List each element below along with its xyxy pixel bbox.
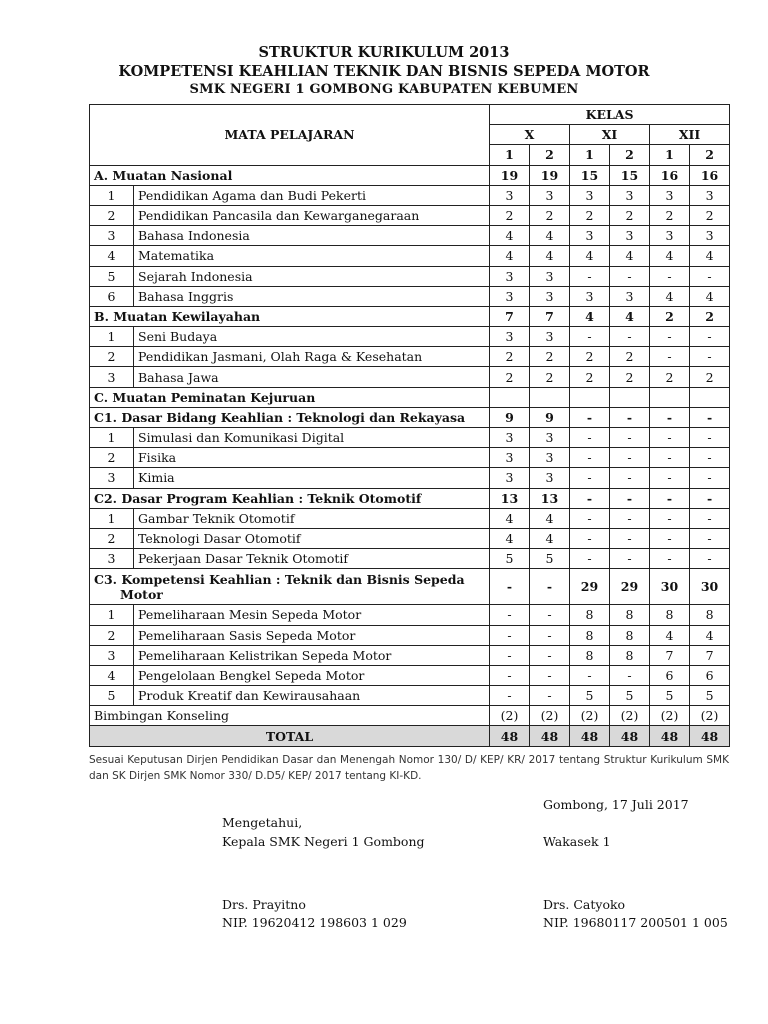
subject-row	[90, 468, 730, 488]
subject-row	[90, 286, 730, 306]
right-signer-name: Drs. Catyoko	[543, 897, 626, 912]
value-cell: -	[610, 448, 650, 468]
value-cell: -	[570, 448, 610, 468]
row-number: 1	[90, 428, 134, 448]
value-cell: -	[610, 327, 650, 347]
value-cell: 5	[610, 686, 650, 706]
header-mata-pelajaran: MATA PELAJARAN	[90, 105, 490, 166]
subject-row	[90, 205, 730, 225]
total-row	[90, 726, 730, 746]
value-cell: 4	[570, 306, 610, 326]
value-cell: 4	[690, 625, 730, 645]
value-cell: -	[690, 508, 730, 528]
value-cell: 2	[570, 367, 610, 387]
value-cell: -	[570, 488, 610, 508]
value-cell: 48	[530, 726, 570, 746]
row-number: 4	[90, 246, 134, 266]
value-cell: -	[490, 569, 530, 605]
subject-row	[90, 327, 730, 347]
left-title-2: Kepala SMK Negeri 1 Gombong	[222, 834, 425, 849]
value-cell: (2)	[650, 706, 690, 726]
subject-row	[90, 226, 730, 246]
value-cell: -	[570, 407, 610, 427]
value-cell: 8	[570, 605, 610, 625]
subject-name: Kimia	[134, 468, 490, 488]
header-semester: 1	[650, 145, 690, 165]
value-cell: 3	[490, 185, 530, 205]
subject-row	[90, 605, 730, 625]
value-cell: 2	[690, 306, 730, 326]
value-cell: 8	[570, 645, 610, 665]
document-title: STRUKTUR KURIKULUM 2013	[258, 44, 510, 61]
value-cell: 2	[610, 347, 650, 367]
subject-name: Seni Budaya	[134, 327, 490, 347]
value-cell: -	[690, 549, 730, 569]
value-cell: 2	[490, 347, 530, 367]
value-cell: 3	[490, 266, 530, 286]
subject-name: Pengelolaan Bengkel Sepeda Motor	[134, 665, 490, 685]
subject-row	[90, 665, 730, 685]
row-number: 6	[90, 286, 134, 306]
header-grade-xii: XII	[650, 125, 730, 145]
value-cell: -	[490, 686, 530, 706]
value-cell: 5	[690, 686, 730, 706]
value-cell: -	[610, 508, 650, 528]
value-cell: -	[650, 407, 690, 427]
value-cell: -	[690, 347, 730, 367]
value-cell: 7	[690, 645, 730, 665]
value-cell: 5	[490, 549, 530, 569]
value-cell: -	[610, 266, 650, 286]
value-cell: 15	[610, 165, 650, 185]
row-number: 1	[90, 185, 134, 205]
value-cell: 4	[690, 246, 730, 266]
value-cell: -	[570, 508, 610, 528]
subject-row	[90, 549, 730, 569]
document-subtitle: KOMPETENSI KEAHLIAN TEKNIK DAN BISNIS SEPEDA MOTOR	[118, 63, 650, 80]
value-cell: 30	[650, 569, 690, 605]
value-cell: -	[530, 686, 570, 706]
value-cell: 15	[570, 165, 610, 185]
value-cell: -	[650, 448, 690, 468]
value-cell: -	[570, 327, 610, 347]
subject-name: Pemeliharaan Kelistrikan Sepeda Motor	[134, 645, 490, 665]
value-cell: 2	[530, 367, 570, 387]
subject-name: Pekerjaan Dasar Teknik Otomotif	[134, 549, 490, 569]
subject-row	[90, 686, 730, 706]
value-cell: 3	[530, 327, 570, 347]
right-title: Wakasek 1	[543, 834, 611, 849]
header-kelas: KELAS	[490, 105, 730, 125]
value-cell: 4	[650, 625, 690, 645]
section-label-line: Motor	[120, 586, 163, 602]
value-cell: -	[490, 605, 530, 625]
value-cell: 13	[530, 488, 570, 508]
value-cell: 3	[530, 286, 570, 306]
empty-cell	[490, 387, 530, 407]
value-cell: 4	[530, 528, 570, 548]
subject-name: Matematika	[134, 246, 490, 266]
subject-row	[90, 645, 730, 665]
value-cell: -	[650, 327, 690, 347]
value-cell: 2	[690, 205, 730, 225]
value-cell: 3	[610, 185, 650, 205]
right-signer-nip: NIP. 19680117 200501 1 005	[543, 915, 728, 930]
row-number: 2	[90, 448, 134, 468]
value-cell: 2	[570, 347, 610, 367]
value-cell: 48	[690, 726, 730, 746]
value-cell: 4	[530, 508, 570, 528]
place-date: Gombong, 17 Juli 2017	[543, 797, 689, 812]
value-cell: -	[650, 508, 690, 528]
value-cell: -	[690, 327, 730, 347]
value-cell: 3	[490, 448, 530, 468]
value-cell: -	[610, 468, 650, 488]
header-semester: 2	[610, 145, 650, 165]
value-cell: 3	[490, 286, 530, 306]
value-cell: (2)	[610, 706, 650, 726]
value-cell: 3	[610, 226, 650, 246]
section-label: C1. Dasar Bidang Keahlian : Teknologi dan Rekayasa	[90, 407, 490, 427]
value-cell: 3	[610, 286, 650, 306]
value-cell: 4	[490, 226, 530, 246]
subject-name: Sejarah Indonesia	[134, 266, 490, 286]
value-cell: 3	[490, 428, 530, 448]
value-cell: -	[610, 488, 650, 508]
value-cell: 5	[650, 686, 690, 706]
value-cell: 4	[610, 246, 650, 266]
empty-cell	[690, 387, 730, 407]
value-cell: 19	[530, 165, 570, 185]
row-number: 3	[90, 549, 134, 569]
value-cell: 7	[530, 306, 570, 326]
value-cell: 2	[530, 205, 570, 225]
header-semester: 2	[690, 145, 730, 165]
value-cell: 4	[690, 286, 730, 306]
value-cell: -	[650, 549, 690, 569]
value-cell: -	[650, 488, 690, 508]
bimbingan-row	[90, 706, 730, 726]
value-cell: -	[650, 528, 690, 548]
value-cell: (2)	[690, 706, 730, 726]
section-label-line: C3. Kompetensi Keahlian : Teknik dan Bisnis Sepeda	[94, 571, 465, 587]
bimbingan-label: Bimbingan Konseling	[90, 706, 490, 726]
section-row	[90, 306, 730, 326]
subject-name: Bahasa Indonesia	[134, 226, 490, 246]
value-cell: 3	[530, 448, 570, 468]
value-cell: -	[530, 645, 570, 665]
value-cell: 4	[570, 246, 610, 266]
value-cell: 8	[690, 605, 730, 625]
section-row	[90, 407, 730, 427]
value-cell: 3	[650, 226, 690, 246]
value-cell: 48	[610, 726, 650, 746]
subject-row	[90, 266, 730, 286]
value-cell: 2	[530, 347, 570, 367]
row-number: 2	[90, 347, 134, 367]
left-title-1: Mengetahui,	[222, 815, 303, 830]
value-cell: -	[650, 266, 690, 286]
value-cell: 9	[490, 407, 530, 427]
value-cell: -	[530, 625, 570, 645]
row-number: 1	[90, 605, 134, 625]
subject-row	[90, 185, 730, 205]
value-cell: 2	[610, 205, 650, 225]
subject-row	[90, 528, 730, 548]
value-cell: 8	[570, 625, 610, 645]
row-number: 3	[90, 367, 134, 387]
value-cell: 8	[610, 645, 650, 665]
value-cell: 7	[490, 306, 530, 326]
value-cell: -	[610, 549, 650, 569]
row-number: 2	[90, 528, 134, 548]
row-number: 3	[90, 468, 134, 488]
section-label	[90, 569, 490, 605]
value-cell: 3	[570, 286, 610, 306]
value-cell: 2	[650, 367, 690, 387]
row-number: 1	[90, 508, 134, 528]
value-cell: -	[690, 407, 730, 427]
header-semester: 1	[570, 145, 610, 165]
value-cell: 4	[530, 246, 570, 266]
value-cell: -	[490, 625, 530, 645]
row-number: 3	[90, 226, 134, 246]
value-cell: 13	[490, 488, 530, 508]
value-cell: -	[690, 428, 730, 448]
value-cell: 3	[650, 185, 690, 205]
value-cell: -	[690, 528, 730, 548]
subject-row	[90, 347, 730, 367]
value-cell: 3	[570, 226, 610, 246]
empty-cell	[570, 387, 610, 407]
value-cell: 2	[690, 367, 730, 387]
subject-name: Bahasa Inggris	[134, 286, 490, 306]
value-cell: 48	[570, 726, 610, 746]
value-cell: -	[570, 468, 610, 488]
value-cell: 3	[570, 185, 610, 205]
value-cell: -	[650, 428, 690, 448]
subject-row	[90, 367, 730, 387]
left-signer-nip: NIP. 19620412 198603 1 029	[222, 915, 407, 930]
value-cell: -	[690, 266, 730, 286]
value-cell: 5	[570, 686, 610, 706]
value-cell: -	[490, 645, 530, 665]
subject-name: Pemeliharaan Sasis Sepeda Motor	[134, 625, 490, 645]
row-number: 5	[90, 266, 134, 286]
subject-name: Fisika	[134, 448, 490, 468]
section-label: B. Muatan Kewilayahan	[90, 306, 490, 326]
section-label: A. Muatan Nasional	[90, 165, 490, 185]
value-cell: 4	[650, 246, 690, 266]
value-cell: 8	[610, 605, 650, 625]
value-cell: 2	[490, 367, 530, 387]
regulation-note: Sesuai Keputusan Dirjen Pendidikan Dasar dan Menengah Nomor 130/ D/ KEP/ KR/ 2017 tentang Struktur Kurikulum SMK dan SK Dirjen SMK Nomor 330/ D.D5/ KEP/ 2017 tentang KI-KD.	[89, 754, 729, 782]
value-cell: -	[650, 468, 690, 488]
subject-name: Produk Kreatif dan Kewirausahaan	[134, 686, 490, 706]
subject-name: Pendidikan Pancasila dan Kewarganegaraan	[134, 205, 490, 225]
value-cell: 29	[570, 569, 610, 605]
value-cell: 9	[530, 407, 570, 427]
value-cell: -	[530, 665, 570, 685]
value-cell: -	[610, 665, 650, 685]
section-row	[90, 387, 730, 407]
value-cell: 6	[650, 665, 690, 685]
school-name: SMK NEGERI 1 GOMBONG KABUPATEN KEBUMEN	[189, 82, 579, 97]
value-cell: -	[690, 488, 730, 508]
subject-name: Teknologi Dasar Otomotif	[134, 528, 490, 548]
value-cell: -	[650, 347, 690, 367]
value-cell: 3	[490, 468, 530, 488]
value-cell: 3	[530, 185, 570, 205]
subject-name: Pemeliharaan Mesin Sepeda Motor	[134, 605, 490, 625]
row-number: 3	[90, 645, 134, 665]
value-cell: -	[610, 528, 650, 548]
value-cell: 2	[650, 306, 690, 326]
row-number: 2	[90, 625, 134, 645]
value-cell: 3	[690, 226, 730, 246]
value-cell: -	[570, 266, 610, 286]
value-cell: 3	[530, 468, 570, 488]
subject-name: Simulasi dan Komunikasi Digital	[134, 428, 490, 448]
header-semester: 2	[530, 145, 570, 165]
section-label: C2. Dasar Program Keahlian : Teknik Otomotif	[90, 488, 490, 508]
subject-name: Bahasa Jawa	[134, 367, 490, 387]
value-cell: 3	[530, 266, 570, 286]
row-number: 1	[90, 327, 134, 347]
value-cell: 2	[570, 205, 610, 225]
value-cell: 3	[490, 327, 530, 347]
section-row	[90, 488, 730, 508]
header-grade-xi: XI	[570, 125, 650, 145]
value-cell: 7	[650, 645, 690, 665]
value-cell: 2	[490, 205, 530, 225]
value-cell: -	[570, 428, 610, 448]
section-row	[90, 165, 730, 185]
value-cell: (2)	[530, 706, 570, 726]
header-semester: 1	[490, 145, 530, 165]
left-signer-name: Drs. Prayitno	[222, 897, 306, 912]
value-cell: -	[570, 665, 610, 685]
value-cell: 4	[490, 246, 530, 266]
value-cell: 4	[490, 508, 530, 528]
section-row	[90, 569, 730, 605]
value-cell: 16	[650, 165, 690, 185]
value-cell: 19	[490, 165, 530, 185]
value-cell: 3	[690, 185, 730, 205]
subject-name: Gambar Teknik Otomotif	[134, 508, 490, 528]
value-cell: 3	[530, 428, 570, 448]
total-label: TOTAL	[90, 726, 490, 746]
empty-cell	[530, 387, 570, 407]
value-cell: 6	[690, 665, 730, 685]
empty-cell	[610, 387, 650, 407]
value-cell: -	[610, 428, 650, 448]
value-cell: -	[490, 665, 530, 685]
value-cell: -	[530, 605, 570, 625]
value-cell: -	[530, 569, 570, 605]
value-cell: -	[690, 468, 730, 488]
value-cell: -	[610, 407, 650, 427]
value-cell: -	[690, 448, 730, 468]
value-cell: (2)	[570, 706, 610, 726]
value-cell: 30	[690, 569, 730, 605]
curriculum-table	[89, 104, 730, 747]
value-cell: 48	[650, 726, 690, 746]
value-cell: 4	[610, 306, 650, 326]
value-cell: -	[570, 549, 610, 569]
value-cell: -	[570, 528, 610, 548]
value-cell: 16	[690, 165, 730, 185]
value-cell: 48	[490, 726, 530, 746]
row-number: 4	[90, 665, 134, 685]
section-label: C. Muatan Peminatan Kejuruan	[90, 387, 490, 407]
header-grade-x: X	[490, 125, 570, 145]
subject-name: Pendidikan Jasmani, Olah Raga & Kesehatan	[134, 347, 490, 367]
value-cell: 8	[650, 605, 690, 625]
value-cell: 8	[610, 625, 650, 645]
value-cell: 5	[530, 549, 570, 569]
empty-cell	[650, 387, 690, 407]
value-cell: 29	[610, 569, 650, 605]
value-cell: 4	[490, 528, 530, 548]
subject-row	[90, 625, 730, 645]
value-cell: 2	[610, 367, 650, 387]
row-number: 5	[90, 686, 134, 706]
value-cell: 2	[650, 205, 690, 225]
value-cell: 4	[530, 226, 570, 246]
subject-row	[90, 448, 730, 468]
value-cell: 4	[650, 286, 690, 306]
subject-name: Pendidikan Agama dan Budi Pekerti	[134, 185, 490, 205]
subject-row	[90, 246, 730, 266]
value-cell: (2)	[490, 706, 530, 726]
row-number: 2	[90, 205, 134, 225]
subject-row	[90, 508, 730, 528]
subject-row	[90, 428, 730, 448]
